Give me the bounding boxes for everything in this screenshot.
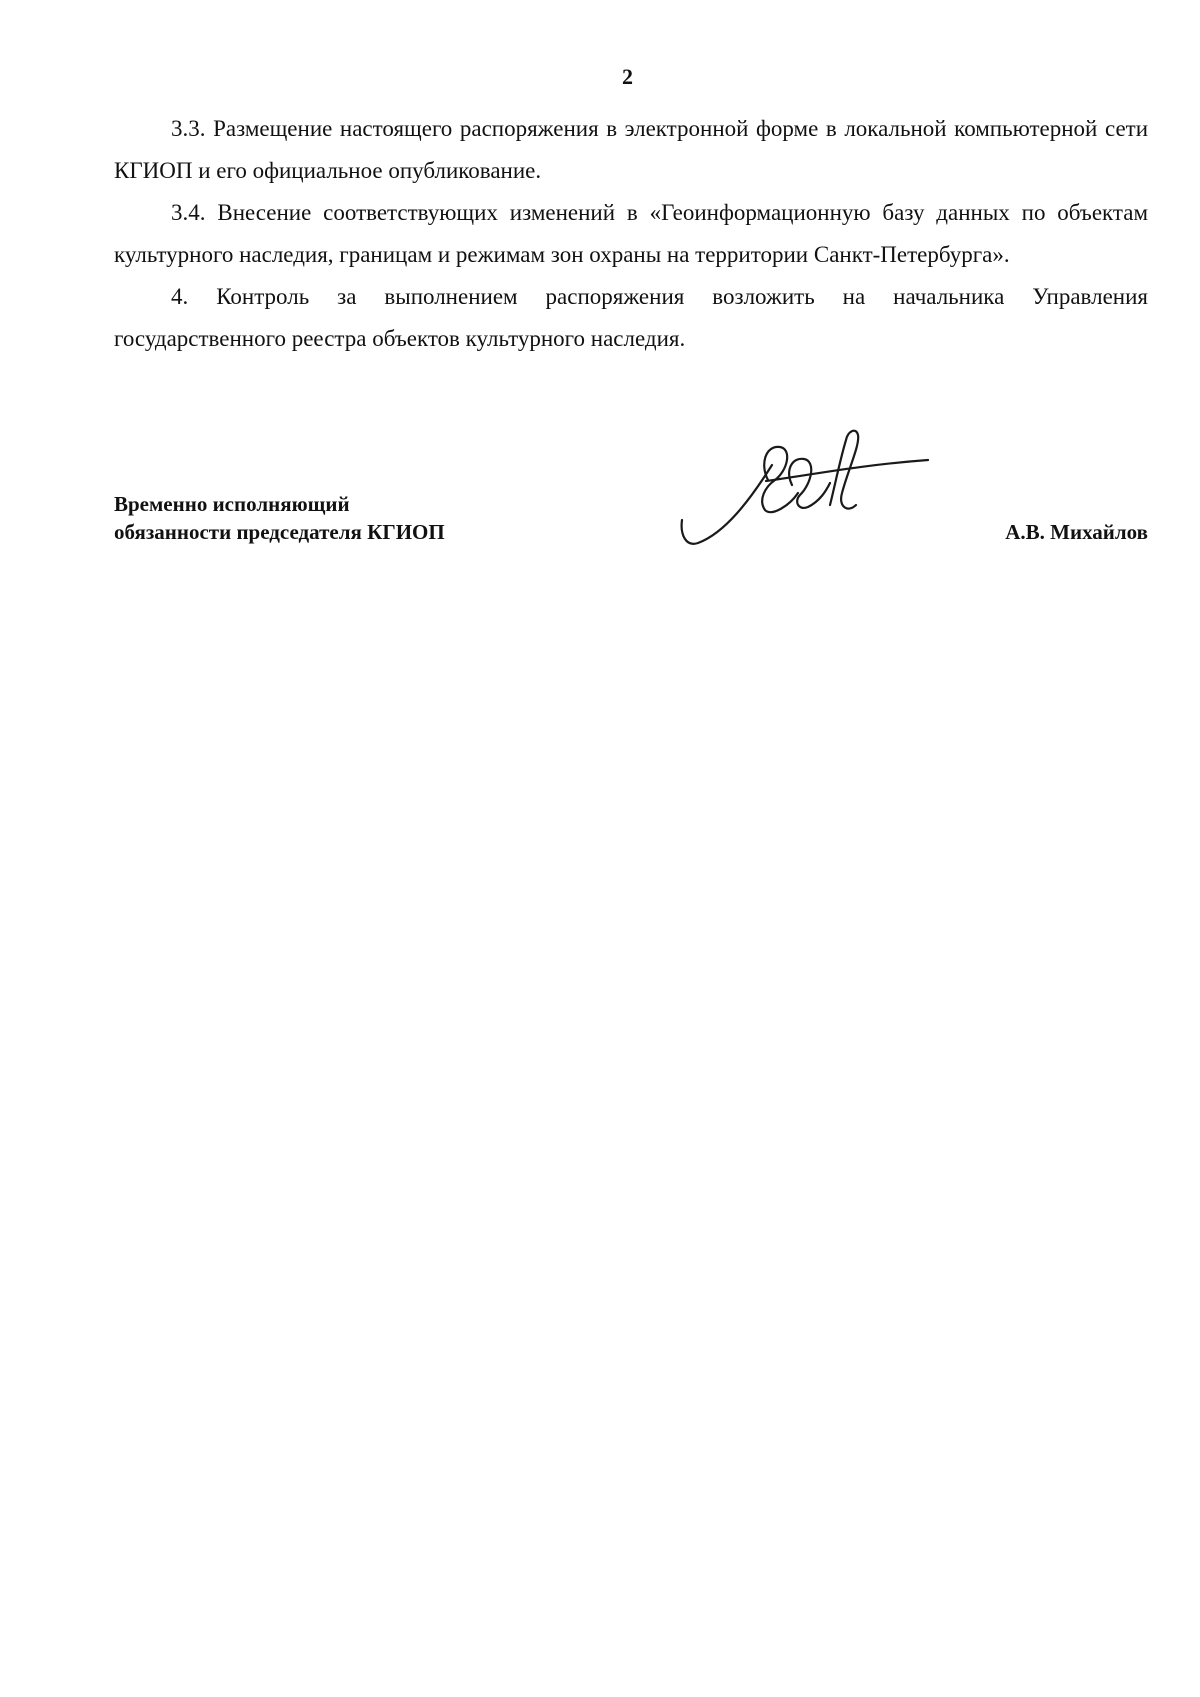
handwritten-signature: [680, 425, 940, 565]
document-body: [114, 108, 1148, 360]
paragraph-3-4-line-2: культурного наследия, границам и режимам зон охраны на территории Санкт-Петербурга».: [114, 242, 1010, 267]
signatory-title-line-1: Временно исполняющий: [114, 492, 350, 516]
signatory-title-line-2: обязанности председателя КГИОП: [114, 520, 445, 544]
signature-block: [114, 490, 1148, 560]
paragraph-3-3: [114, 108, 1148, 192]
paragraph-3-3-line-2: сети КГИОП и его официальное опубликование.: [114, 116, 1149, 183]
page-number: 2: [622, 64, 633, 89]
paragraph-4: [114, 276, 1148, 360]
signature-stroke-loop-2: [789, 459, 830, 508]
paragraph-3-3-line-1: 3.3. Размещение настоящего распоряжения в электронной форме в локальной компьютерной: [171, 116, 1098, 141]
paragraph-4-line-2: государственного реестра объектов культурного наследия.: [114, 326, 686, 351]
signatory-title: [114, 490, 445, 546]
paragraph-3-4-line-1: 3.4. Внесение соответствующих изменений в «Геоинформационную базу данных по объектам: [171, 200, 1148, 225]
signature-stroke-sweep: [682, 465, 772, 544]
paragraph-4-line-1: 4. Контроль за выполнением распоряжения возложить на начальника Управления: [171, 284, 1148, 309]
paragraph-3-4: [114, 192, 1148, 276]
signatory-name: А.В. Михайлов: [1005, 520, 1148, 544]
